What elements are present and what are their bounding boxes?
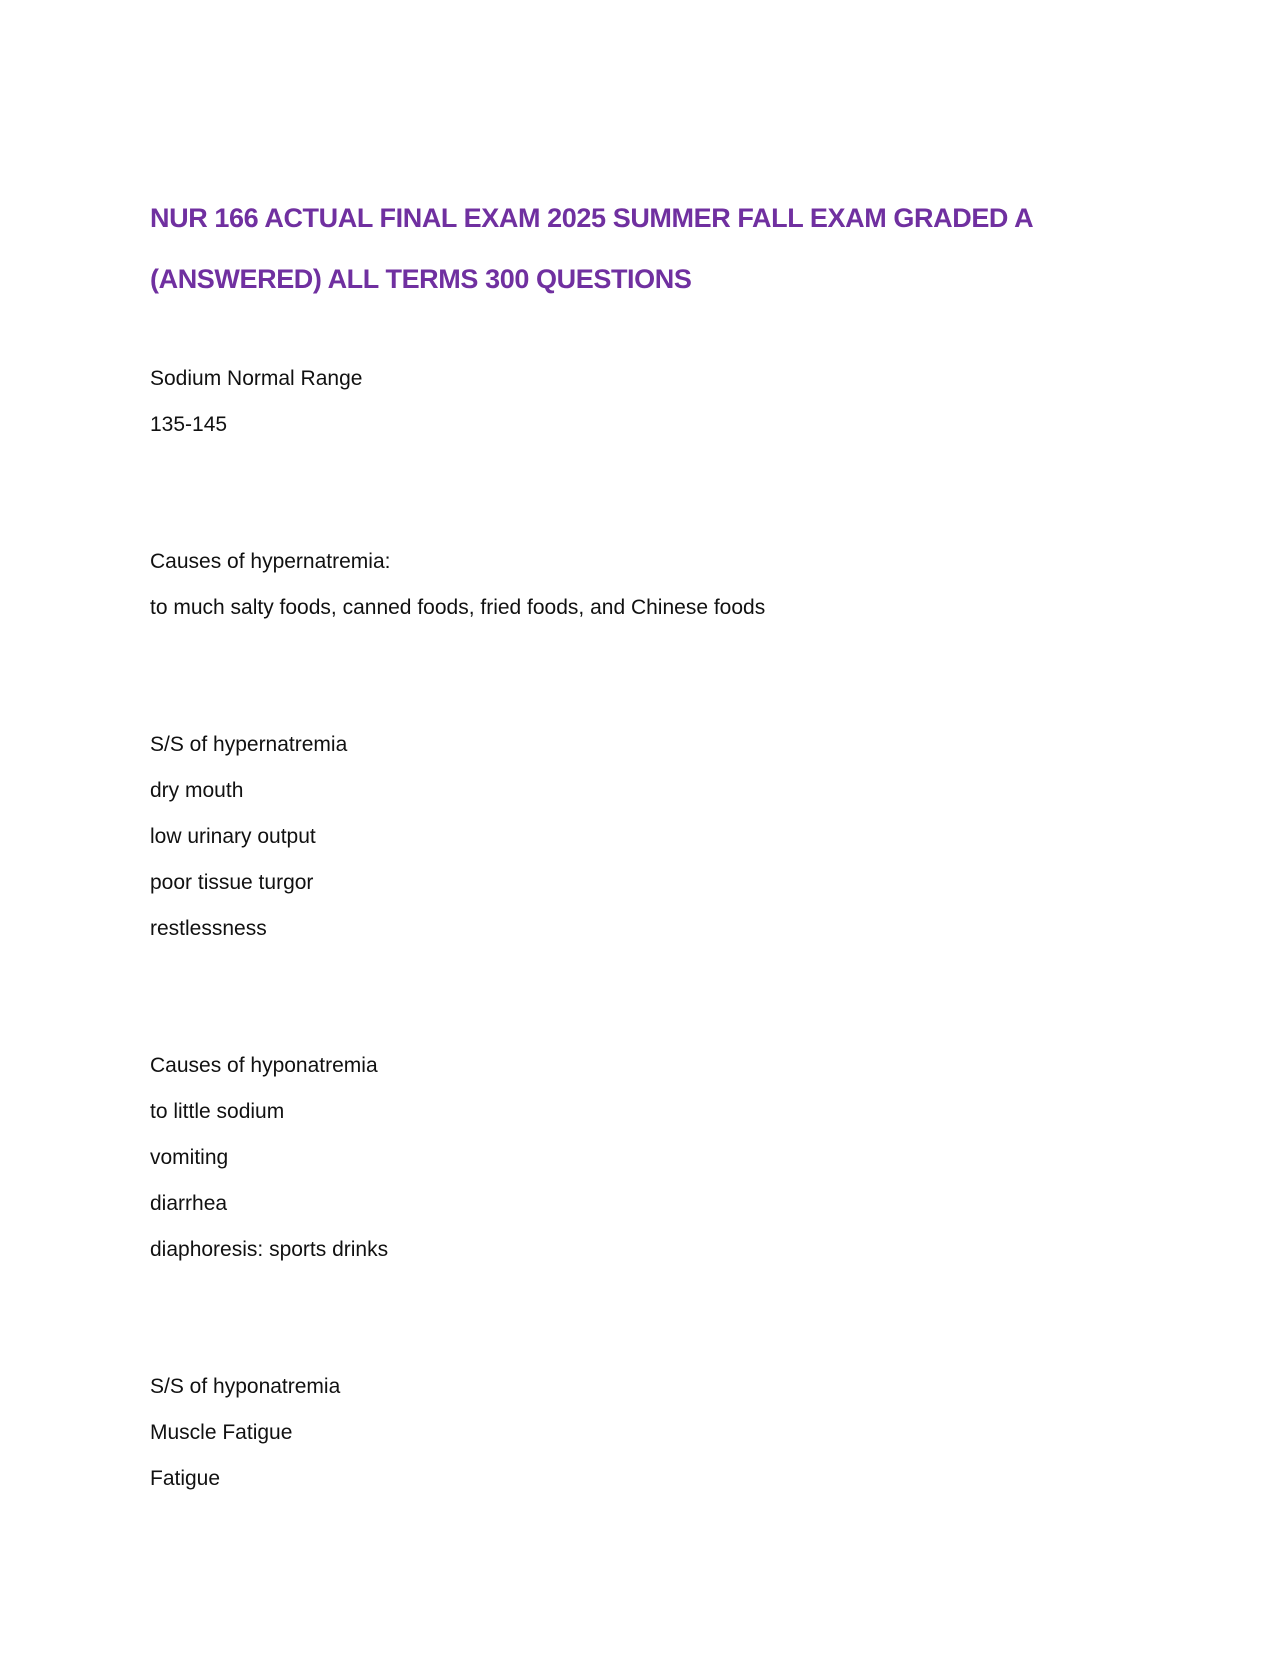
answer-line: Muscle Fatigue bbox=[150, 1421, 293, 1444]
term-causes-hyponatremia: Causes of hyponatremia bbox=[150, 1054, 378, 1077]
answer-line: dry mouth bbox=[150, 779, 244, 802]
term-sodium-normal-range: Sodium Normal Range bbox=[150, 367, 363, 390]
answer-line: to much salty foods, canned foods, fried foods, and Chinese foods bbox=[150, 596, 766, 619]
term-ss-hypernatremia: S/S of hypernatremia bbox=[150, 733, 348, 756]
title-line-2: (ANSWERED) ALL TERMS 300 QUESTIONS bbox=[150, 264, 692, 294]
answer-line: diarrhea bbox=[150, 1192, 228, 1215]
answer-line: to little sodium bbox=[150, 1100, 285, 1123]
answer-line: low urinary output bbox=[150, 825, 316, 848]
answer-line: poor tissue turgor bbox=[150, 871, 314, 894]
answer-line: diaphoresis: sports drinks bbox=[150, 1238, 389, 1261]
answer-line: restlessness bbox=[150, 917, 267, 940]
term-causes-hypernatremia: Causes of hypernatremia: bbox=[150, 550, 391, 573]
title-line-1: NUR 166 ACTUAL FINAL EXAM 2025 SUMMER FALL EXAM GRADED A bbox=[150, 203, 1034, 233]
answer-line: 135-145 bbox=[150, 413, 228, 436]
answer-line: Fatigue bbox=[150, 1467, 221, 1490]
term-ss-hyponatremia: S/S of hyponatremia bbox=[150, 1375, 341, 1398]
document-title bbox=[150, 188, 1150, 310]
answer-line: vomiting bbox=[150, 1146, 229, 1169]
